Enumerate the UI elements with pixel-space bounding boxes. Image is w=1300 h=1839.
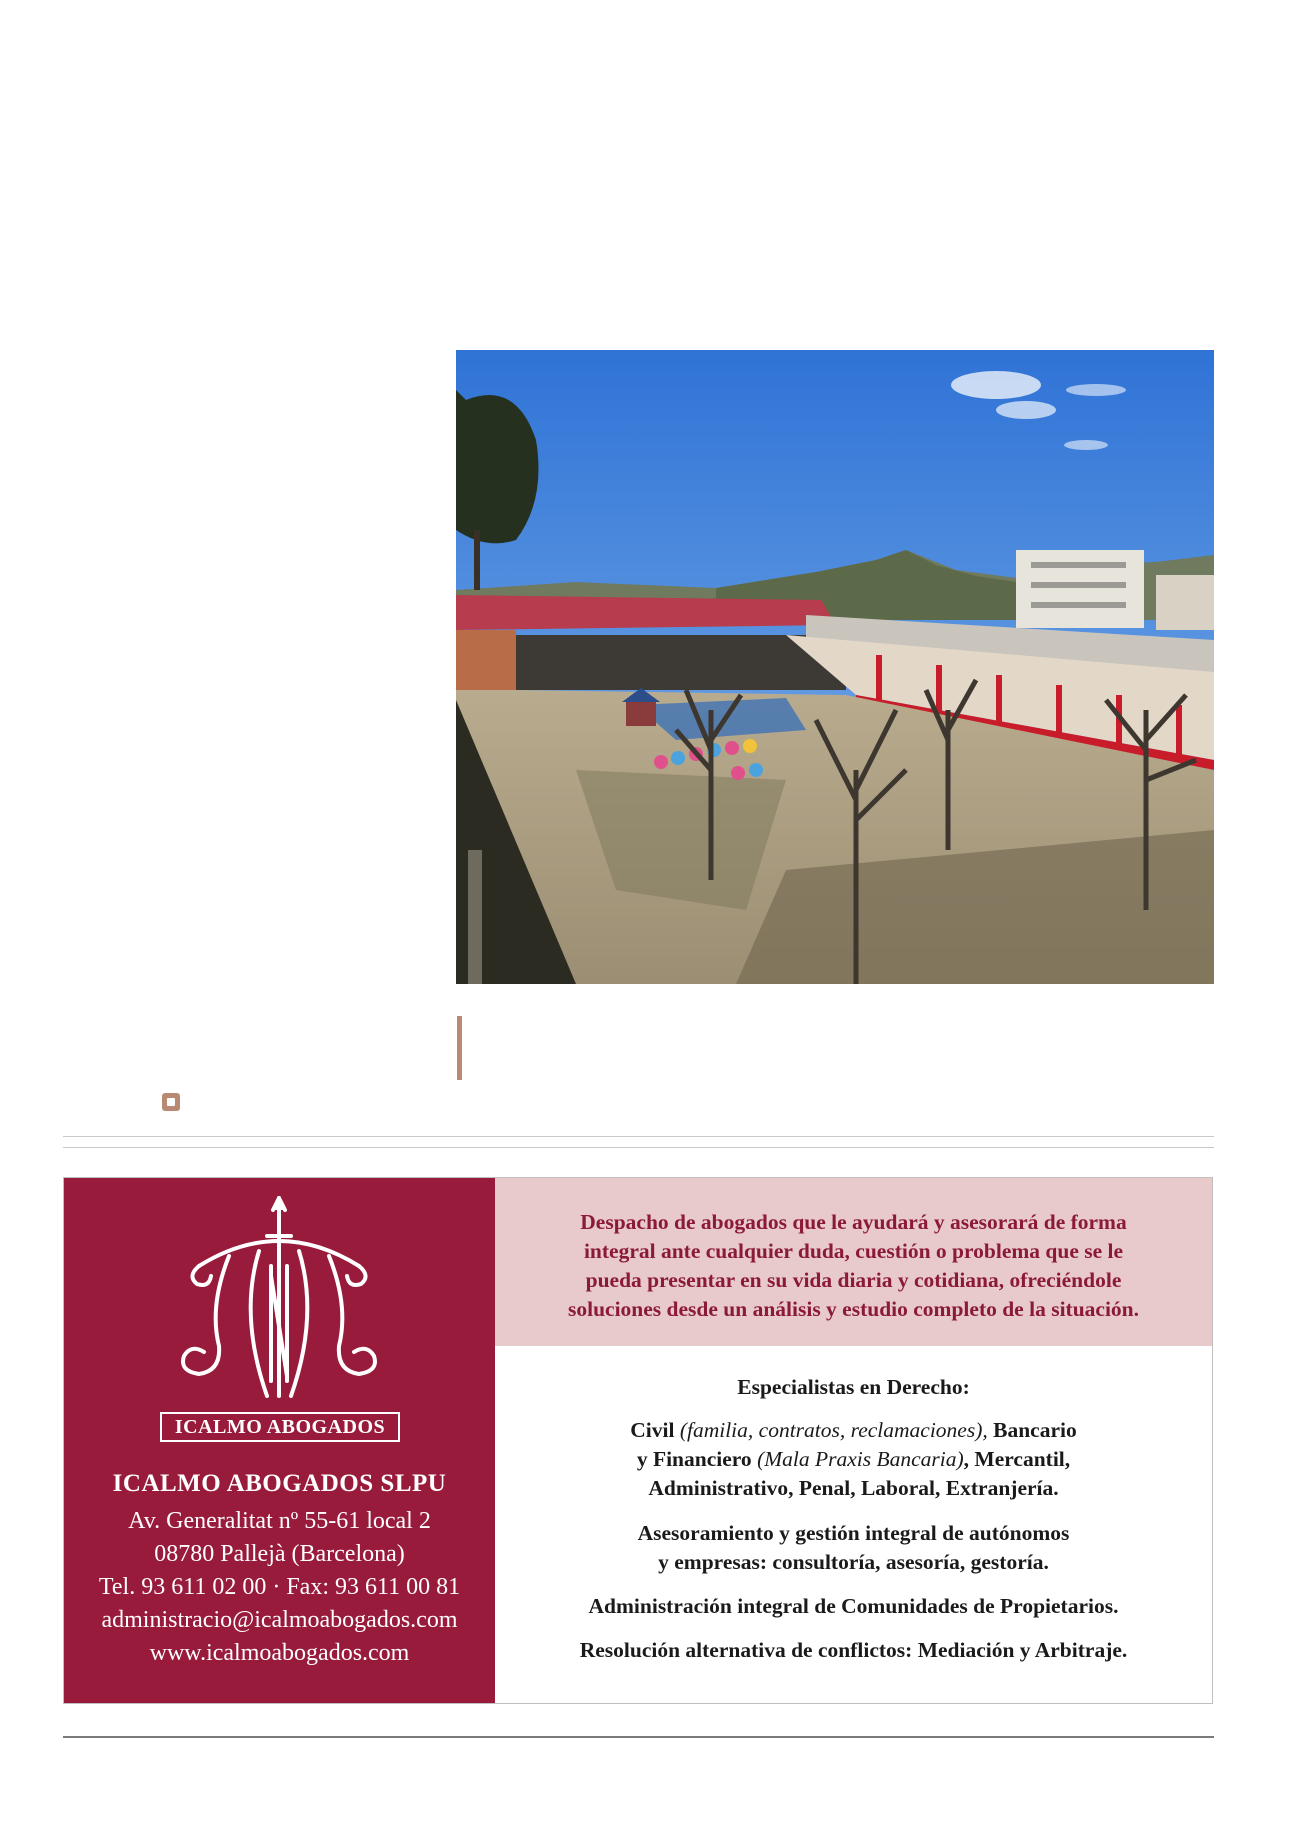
areas-line-2: [495, 1445, 1212, 1474]
communities-line: Administración integral de Comunidades de Propietarios.: [588, 1594, 1119, 1618]
square-bullet-icon: [162, 1093, 180, 1111]
ad-services-panel: [495, 1178, 1212, 1703]
firm-name: ICALMO ABOGADOS SLPU: [112, 1470, 447, 1497]
divider: [63, 1147, 1214, 1148]
email-link[interactable]: administracio@icalmoabogados.com: [101, 1607, 458, 1633]
area-mercantil: , Mercantil,: [963, 1447, 1071, 1471]
address-street: Av. Generalitat nº 55-61 local 2: [128, 1508, 431, 1534]
area-financiero: y Financiero: [636, 1447, 752, 1471]
intro-line: pueda presentar en su vida diaria y cotidiana, ofreciéndole: [585, 1268, 1122, 1292]
intro-line: integral ante cualquier duda, cuestión o problema que se le: [583, 1239, 1124, 1263]
logo-wordmark: ICALMO ABOGADOS: [160, 1412, 400, 1442]
address-city: 08780 Pallejà (Barcelona): [154, 1541, 405, 1567]
law-firm-advertisement: [63, 1177, 1213, 1704]
area-bancario: Bancario: [993, 1418, 1077, 1442]
area-civil: Civil: [630, 1418, 675, 1442]
footer-divider: [63, 1736, 1214, 1738]
area-financiero-detail: (Mala Praxis Bancaria): [757, 1447, 964, 1471]
quote-bar: [457, 1016, 462, 1080]
intro-line: soluciones desde un análisis y estudio completo de la situación.: [567, 1297, 1140, 1321]
advisory-line: y empresas: consultoría, asesoría, gestoría.: [658, 1550, 1049, 1574]
intro-line: Despacho de abogados que le ayudará y asesorará de forma: [580, 1210, 1127, 1234]
divider: [63, 1136, 1214, 1137]
sword-scales-logo-icon: [159, 1196, 399, 1406]
areas-line-1: [495, 1416, 1212, 1445]
ad-brand-panel: [64, 1178, 495, 1703]
area-civil-detail: (familia, contratos, reclamaciones),: [679, 1418, 988, 1442]
specialists-heading: Especialistas en Derecho:: [737, 1375, 970, 1399]
phone-fax: Tel. 93 611 02 00 · Fax: 93 611 00 81: [98, 1574, 461, 1600]
website-link[interactable]: www.icalmoabogados.com: [149, 1640, 410, 1666]
advisory-line: Asesoramiento y gestión integral de autónomos: [637, 1521, 1070, 1545]
school-courtyard-photo: [456, 350, 1214, 984]
intro-box: [495, 1178, 1212, 1346]
resolution-line: Resolución alternativa de conflictos: Mediación y Arbitraje.: [579, 1638, 1128, 1662]
areas-line-3: Administrativo, Penal, Laboral, Extranjería.: [648, 1476, 1059, 1500]
